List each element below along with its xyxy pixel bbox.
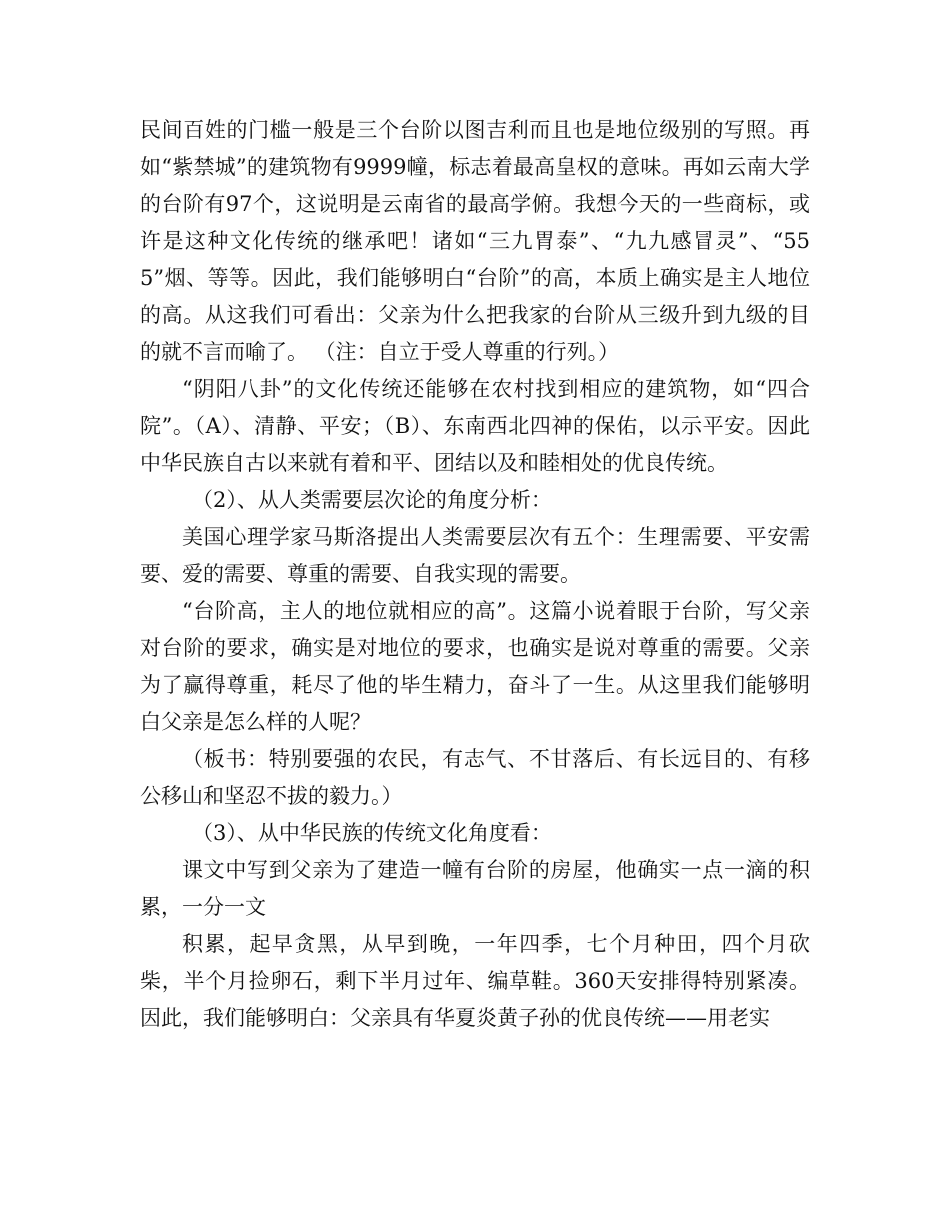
paragraph-maslow: 美国心理学家马斯洛提出人类需要层次有五个：生理需要、平安需要、爱的需要、尊重的需要、自我实现的需要。 [140,525,810,586]
paragraph-yin-yang: “阴阳八卦”的文化传统还能够在农村找到相应的建筑物，如“四合院”。（A）、清静、平安；（B）、东南西北四神的保佑，以示平安。因此中华民族自古以来就有着和平、团结以及和睦相处的优良传统。 [140,377,810,475]
section-heading-traditional-culture: （3）、从中华民族的传统文化角度看： [192,821,552,845]
paragraph-threshold-status: 民间百姓的门槛一般是三个台阶以图吉利而且也是地位级别的写照。再如“紫禁城”的建筑物有9999幢，标志着最高皇权的意味。再如云南大学的台阶有97个，这说明是云南省的最高学俯。我想今天的一些商标，或许是这种文化传统的继承吧！诸如“三九胃泰”、“九九感冒灵”、“555”烟、等等。因此，我们能够明白“台阶”的高，本质上确实是主人地位的高。从这我们可看出：父亲为什么把我家的台阶从三级升到九级的目的就不言而喻了。 （注：自立于受人尊重的行列。） [140,118,810,364]
paragraph-respect-need: “台阶高，主人的地位就相应的高”。这篇小说着眼于台阶，写父亲对台阶的要求，确实是对地位的要求，也确实是说对尊重的需要。父亲为了赢得尊重，耗尽了他的毕生精力，奋斗了一生。从这里我们能够明白父亲是怎么样的人呢？ [140,599,810,734]
document-page [140,112,810,1037]
paragraph-blackboard-note: （板书：特别要强的农民，有志气、不甘落后、有长远目的、有移公移山和坚忍不拔的毅力。） [140,747,810,808]
paragraph-building-house: 课文中写到父亲为了建造一幢有台阶的房屋，他确实一点一滴的积累，一分一文 [140,858,810,919]
paragraph-accumulation: 积累，起早贪黑，从早到晚，一年四季，七个月种田，四个月砍柴，半个月捡卵石，剩下半月过年、编草鞋。360天安排得特别紧凑。因此，我们能够明白：父亲具有华夏炎黄子孙的优良传统——用老实 [140,932,810,1030]
section-heading-needs-hierarchy: （2）、从人类需要层次论的角度分析： [192,488,552,512]
